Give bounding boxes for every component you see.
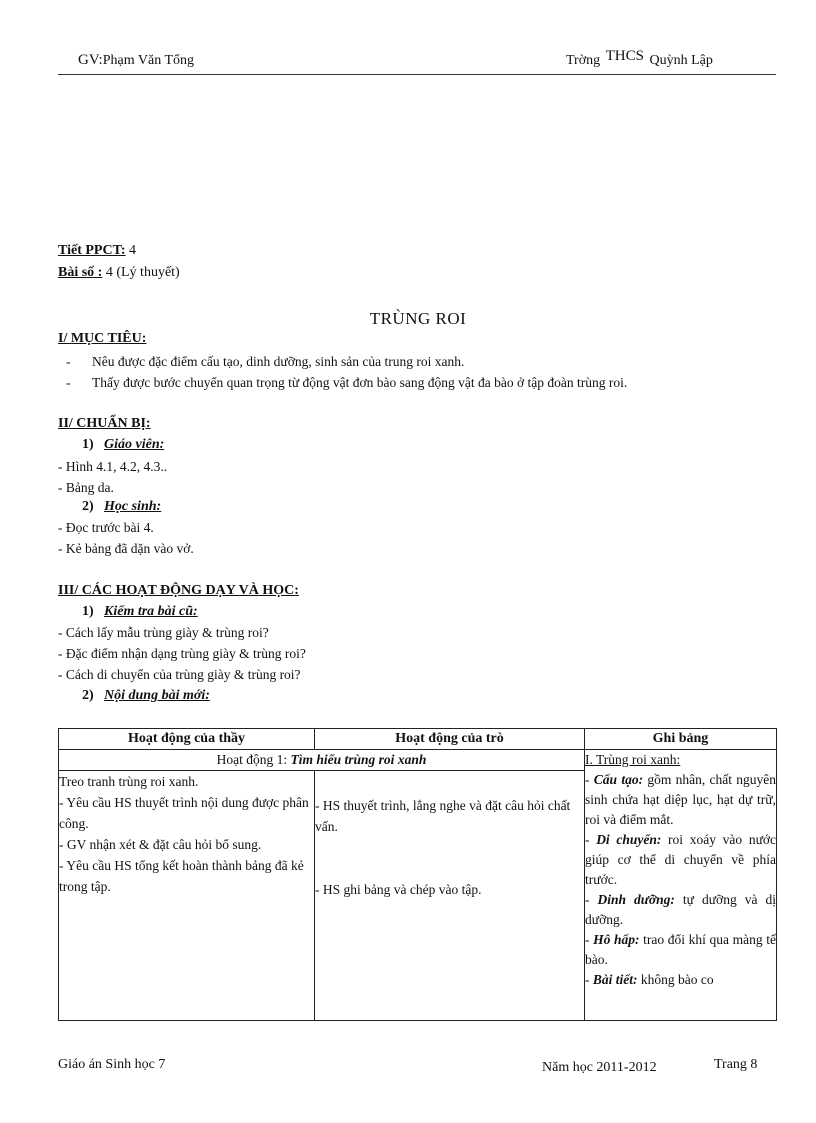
table-header-row <box>59 729 777 750</box>
check-question: - Cách lấy mẫu trùng giày & trùng roi? <box>58 625 269 640</box>
check-old-lesson-heading: 1) Kiểm tra bài cũ: <box>82 604 198 619</box>
school-name <box>566 48 713 69</box>
column-header-teacher: Hoạt động của thầy <box>59 729 315 750</box>
teacher-activity-cell <box>59 771 315 1021</box>
lesson-number <box>58 265 180 281</box>
section-activities-heading: III/ CÁC HOẠT ĐỘNG DẠY VÀ HỌC: <box>58 583 299 598</box>
footer-page-number: Trang 8 <box>714 1057 758 1072</box>
board-item: - Cấu tạo: gồm nhân, chất nguyên sinh chứa hạt diệp lục, hạt dự trữ, roi và điểm mắt. <box>585 772 776 827</box>
section-objectives-heading: I/ MỤC TIÊU: <box>58 331 147 346</box>
board-notes <box>585 750 777 1021</box>
column-header-board: Ghi bảng <box>585 729 777 750</box>
teacher-value: Phạm Văn Tổng <box>102 53 194 68</box>
check-question: - Đặc điểm nhận dạng trùng giày & trùng roi? <box>58 646 306 661</box>
teacher-activity-line: - Yêu cầu HS thuyết trình nội dung được phân công. <box>59 795 309 831</box>
school-value: Quỳnh Lập <box>649 53 713 68</box>
activity-title-row <box>59 750 777 771</box>
objective-item: - Thấy được bước chuyển quan trọng từ động vật đơn bào sang động vật đa bào ở tập đoàn trùng roi. <box>66 375 628 390</box>
objective-item: - Nêu được đặc điểm cấu tạo, dinh dưỡng, sinh sản của trung roi xanh. <box>66 354 465 369</box>
lesson-period-value: 4 <box>125 243 137 258</box>
school-prefix: Trờng <box>566 53 601 68</box>
new-content-heading: 2) Nội dung bài mới: <box>82 688 210 703</box>
board-item: - Di chuyển: roi xoáy vào nước giúp cơ thể di chuyển về phía trước. <box>585 832 777 887</box>
teacher-label: GV: <box>78 52 103 68</box>
student-activity-cell <box>315 771 585 1021</box>
teacher-prep-item: - Hình 4.1, 4.2, 4.3.. <box>58 459 168 474</box>
teacher-prep-heading: 1) Giáo viên: <box>82 437 165 452</box>
teacher-name <box>78 52 194 69</box>
activity-title <box>59 750 585 771</box>
lesson-activity-table <box>58 728 777 1021</box>
student-activity-line: - HS thuyết trình, lắng nghe và đặt câu hỏi chất vấn. <box>315 798 571 834</box>
school-type: THCS <box>605 48 644 64</box>
lesson-period <box>58 243 136 259</box>
teacher-activity-line: - Yêu cầu HS tổng kết hoàn thành bảng đã kẻ trong tập. <box>59 858 304 894</box>
check-question: - Cách di chuyển của trùng giày & trùng roi? <box>58 667 301 682</box>
board-item: - Bài tiết: không bào co <box>585 972 714 987</box>
page-title: TRÙNG ROI <box>369 309 467 328</box>
student-activity-line: - HS ghi bảng và chép vào tập. <box>315 882 482 897</box>
teacher-activity-line: - GV nhận xét & đặt câu hỏi bổ sung. <box>59 837 262 852</box>
board-item: - Hô hấp: trao đổi khí qua màng tế bào. <box>585 932 776 967</box>
student-prep-item: - Kẻ bảng đã dặn vào vở. <box>58 541 194 556</box>
footer-course: Giáo án Sinh học 7 <box>58 1057 166 1072</box>
activity-prefix: Hoạt động 1: <box>216 752 291 767</box>
section-preparation-heading: II/ CHUẨN BỊ: <box>58 416 151 431</box>
board-item: - Dinh dưỡng: tự dưỡng và dị dưỡng. <box>585 892 776 927</box>
student-prep-item: - Đọc trước bài 4. <box>58 520 154 535</box>
header-rule <box>58 74 776 75</box>
footer-school-year: Năm học 2011-2012 <box>542 1060 657 1075</box>
activity-name: Tìm hiểu trùng roi xanh <box>290 752 427 767</box>
board-heading: I. Trùng roi xanh: <box>585 752 681 767</box>
teacher-prep-item: - Bảng da. <box>58 480 114 495</box>
column-header-student: Hoạt động của trò <box>315 729 585 750</box>
lesson-number-label: Bài số : <box>58 265 103 280</box>
teacher-activity-line: Treo tranh trùng roi xanh. <box>59 774 199 789</box>
lesson-period-label: Tiết PPCT: <box>58 243 126 258</box>
lesson-number-value: 4 (Lý thuyết) <box>102 265 180 280</box>
student-prep-heading: 2) Học sinh: <box>82 499 162 514</box>
